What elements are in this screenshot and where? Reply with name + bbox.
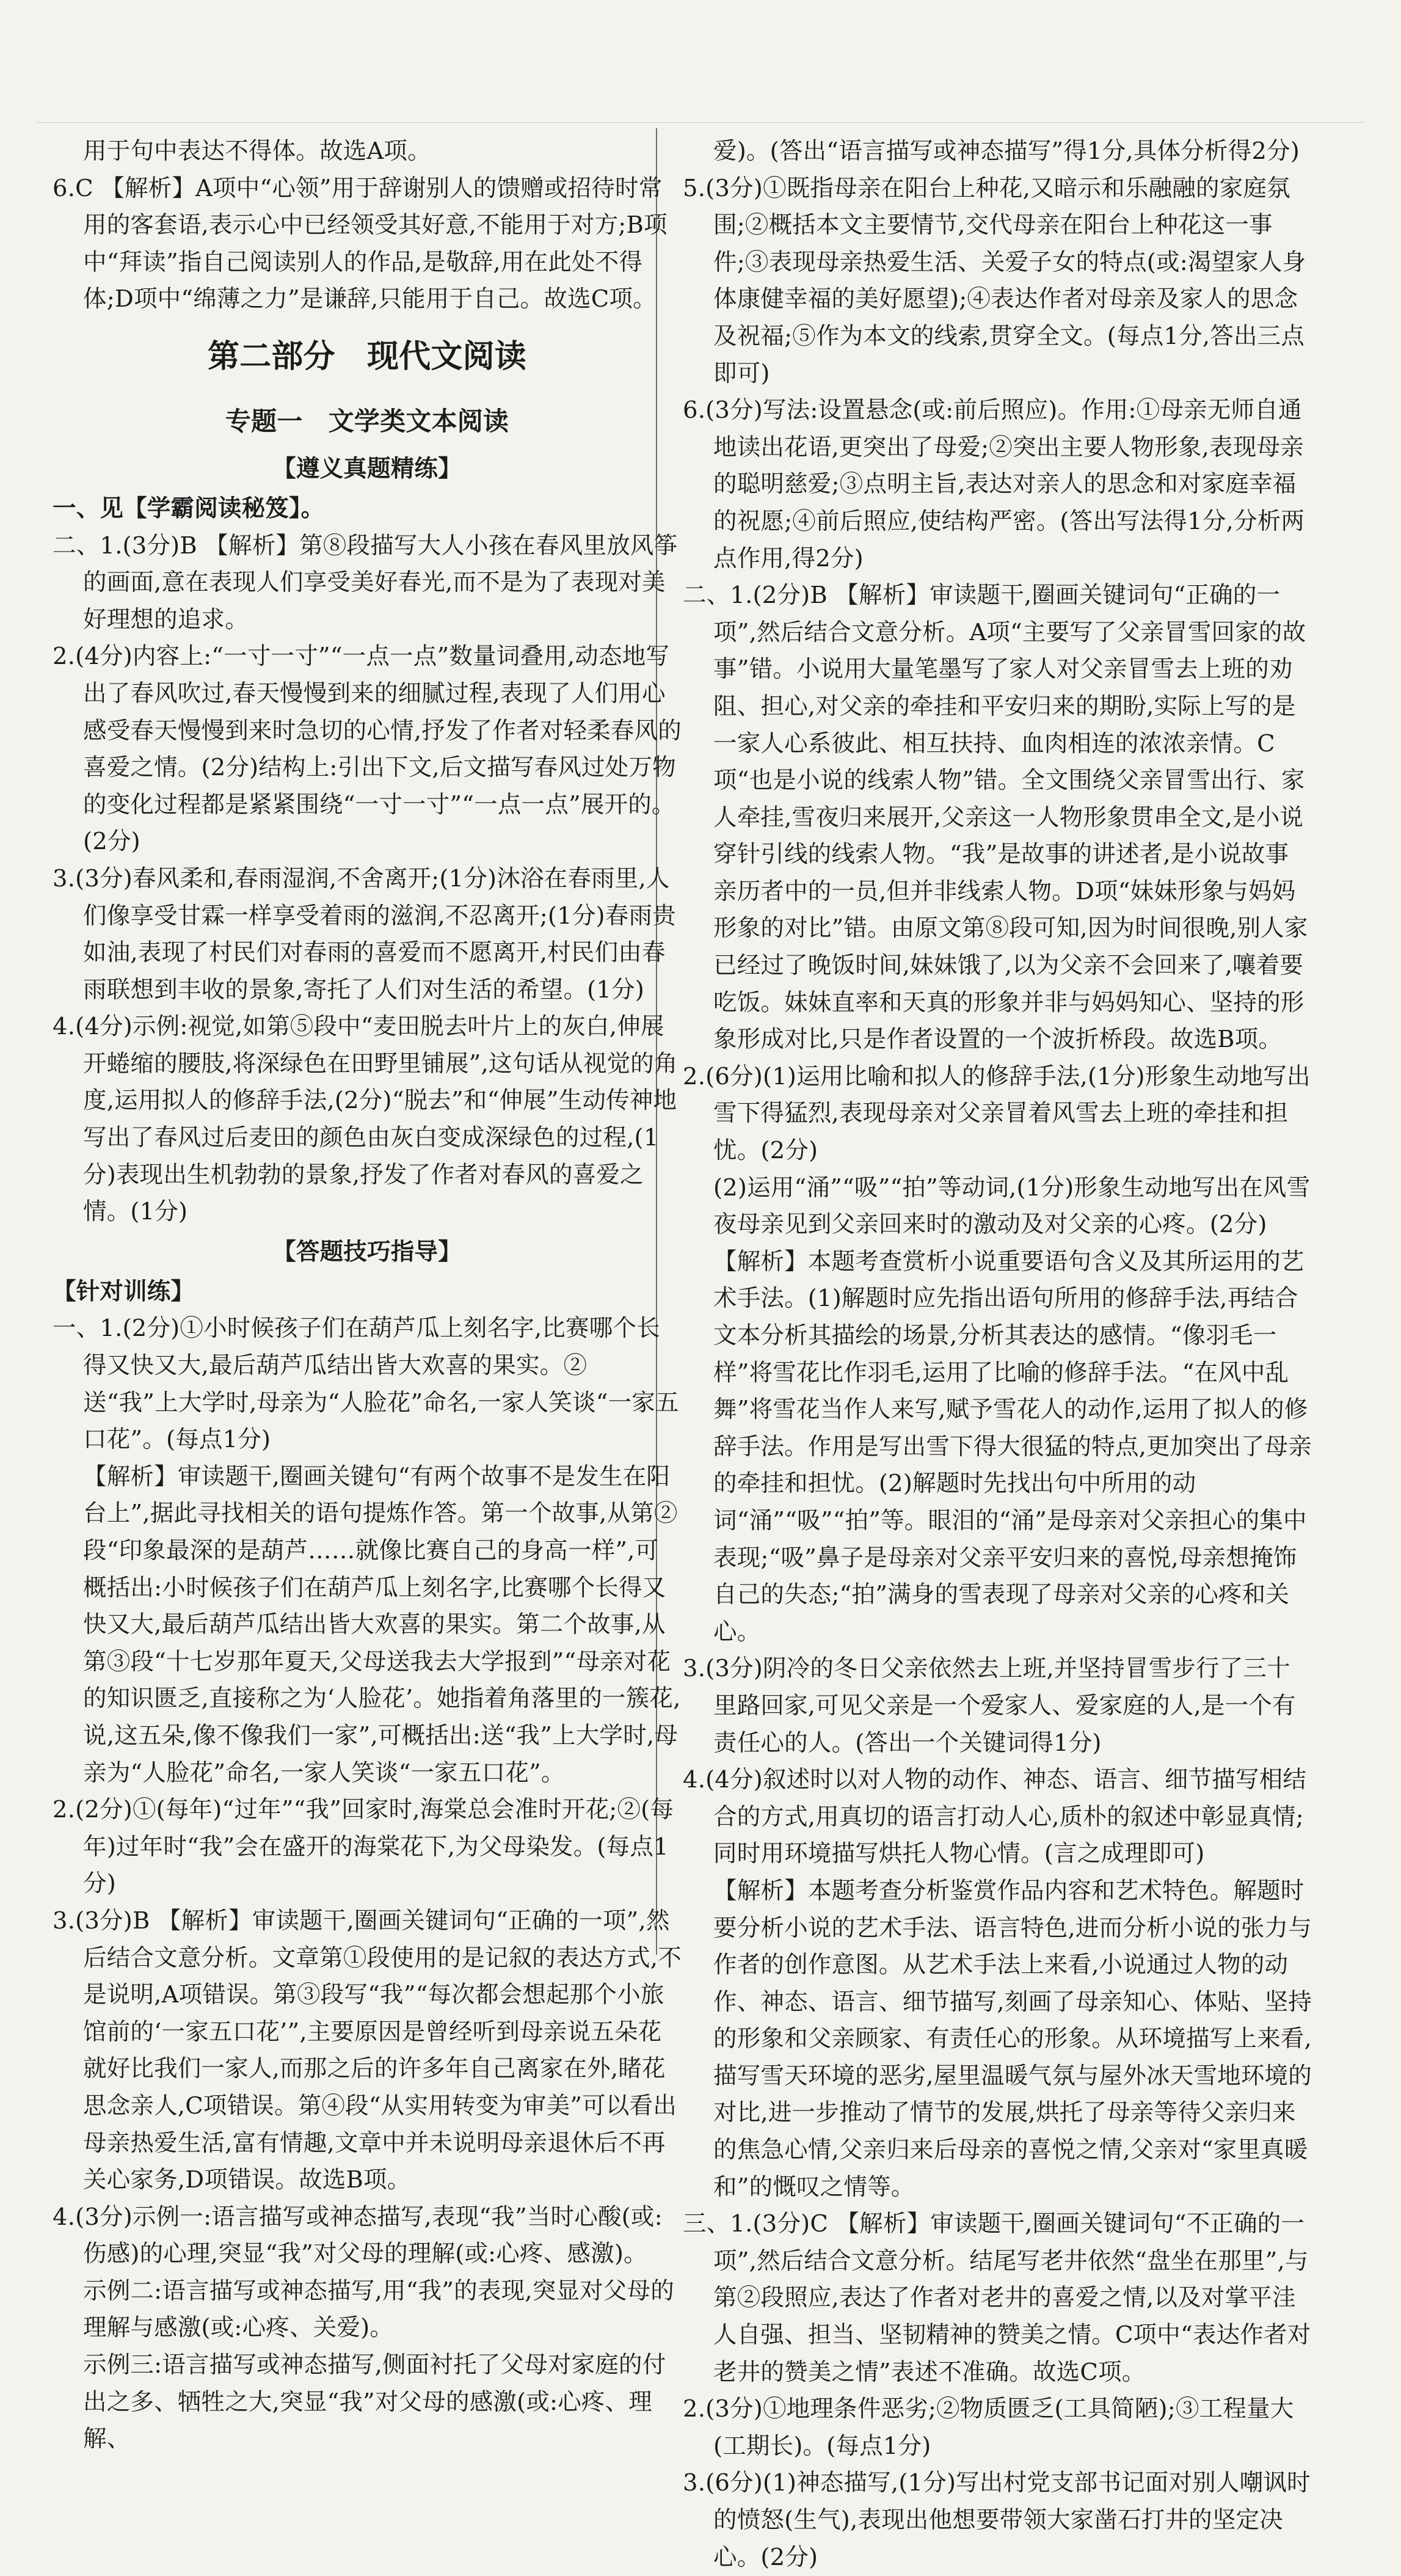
san-2-answer: 2.(3分)①地理条件恶劣;②物质匮乏(工具简陋);③工程量大(工期长)。(每点1分) xyxy=(683,2395,1294,2460)
right-column xyxy=(683,133,1312,2576)
topic-title: 专题一 文学类文本阅读 xyxy=(225,406,509,436)
answer-er-2: 2.(4分)内容上:“一寸一寸”“一点一点”数量词叠用,动态地写出了春风吹过,春天慢慢到来的细腻过程,表现了人们用心感受春天慢慢到来时急切的心情,抒发了作者对轻柔春风的喜爱之情。(2分)结构上:引出下文,后文描写春风过处万物的变化过程都是紧紧围绕“一寸一寸”“一点一点”展开的。(2分) xyxy=(53,643,682,856)
er-2-analysis: 【解析】本题考查赏析小说重要语句含义及其所运用的艺术手法。(1)解题时应先指出语句所用的修辞手法,再结合文本分析其描绘的场景,分析其表达的感情。“像羽毛一样”将雪花比作羽毛,运用了比喻的修辞手法。“在风中乱舞”将雪花当作人来写,赋予雪花人的动作,运用了拟人的修辞手法。作用是写出雪下得大很猛的特点,更加突出了母亲的牵挂和担忧。(2)解题时先找出句中所用的动词“涌”“吸”“拍”等。眼泪的“涌”是母亲对父亲担心的集中表现;“吸”鼻子是母亲对父亲平安归来的喜悦,母亲想掩饰自己的失态;“拍”满身的雪表现了母亲对父亲的心疼和关心。 xyxy=(713,1247,1312,1646)
answer-er-3: 3.(3分)春风柔和,春雨湿润,不舍离开;(1分)沐浴在春雨里,人们像享受甘霖一样享受着雨的滋润,不忍离开;(1分)春雨贵如油,表现了村民们对春雨的喜爱而不愿离开,村民们由春雨联想到丰收的景象,寄托了人们对生活的希望。(1分) xyxy=(53,864,676,1004)
top-rule xyxy=(37,122,1365,123)
er-2-answer-2: (2)运用“涌”“吸”“拍”等动词,(1分)形象生动地写出在风雪夜母亲见到父亲回来时的激动及对父亲的心疼。(2分) xyxy=(713,1173,1311,1239)
section-title-zunyi: 【遵义真题精练】 xyxy=(272,454,462,483)
er-3-answer: 3.(3分)阴冷的冬日父亲依然去上班,并坚持冒雪步行了三十里路回家,可见父亲是一个爱家人、爱家庭的人,是一个有责任心的人。(答出一个关键词得1分) xyxy=(683,1655,1296,1757)
left-column xyxy=(53,133,682,2458)
training-4-example-3: 示例三:语言描写或神态描写,侧面衬托了父母对家庭的付出之多、牺牲之大,突显“我”对父母的感激(或:心疼、理解、 xyxy=(83,2351,666,2453)
answer-5-tail: 用于句中表达不得体。故选A项。 xyxy=(83,137,431,165)
training-4-example-2: 示例二:语言描写或神态描写,用“我”的表现,突显对父母的理解与感激(或:心疼、关爱)。 xyxy=(83,2277,674,2342)
er-4-answer: 4.(4分)叙述时以对人物的动作、神态、语言、细节描写相结合的方式,用真切的语言打动人心,质朴的叙述中彰显真情;同时用环境描写烘托人物心情。(言之成理即可) xyxy=(683,1766,1307,1868)
training-5-answer: 5.(3分)①既指母亲在阳台上种花,又暗示和乐融融的家庭氛围;②概括本文主要情节,交代母亲在阳台上种花这一事件;③表现母亲热爱生活、关爱子女的特点(或:渴望家人身体康健幸福的美好愿望);④表达作者对母亲及家人的思念及祝福;⑤作为本文的线索,贯穿全文。(每点1分,答出三点即可) xyxy=(683,174,1306,387)
training-6-answer: 6.(3分)写法:设置悬念(或:前后照应)。作用:①母亲无师自通地读出花语,更突出了母爱;②突出主要人物形象,表现母亲的聪明慈爱;③点明主旨,表达对亲人的思念和对家庭幸福的祝愿;④前后照应,使结构严密。(答出写法得1分,分析两点作用,得2分) xyxy=(683,396,1305,572)
part-title: 第二部分 现代文阅读 xyxy=(207,338,526,375)
answer-yi: 一、见【学霸阅读秘笈】。 xyxy=(53,494,325,522)
answer-er-1: 二、1.(3分)B 【解析】第⑧段描写大人小孩在春风里放风筝的画面,意在表现人们享受美好春光,而不是为了表现对美好理想的追求。 xyxy=(53,531,678,633)
san-3-answer: 3.(6分)(1)神态描写,(1分)写出村党支部书记面对别人嘲讽时的愤怒(生气),表现出他想要带领大家凿石打井的坚定决心。(2分) xyxy=(683,2469,1311,2571)
san-1-answer: 三、1.(3分)C 【解析】审读题干,圈画关键词句“不正确的一项”,然后结合文意分析。结尾写老井依然“盘坐在那里”,与第②段照应,表达了作者对老井的喜爱之情,以及对掌平洼人自强、担当、坚韧精神的赞美之情。C项中“表达作者对老井的赞美之情”表述不准确。故选C项。 xyxy=(683,2210,1311,2386)
training-1-analysis: 【解析】审读题干,圈画关键句“有两个故事不是发生在阳台上”,据此寻找相关的语句提炼作答。第一个故事,从第②段“印象最深的是葫芦……就像比赛自己的身高一样”,可概括出:小时候孩子们在葫芦瓜上刻名字,比赛哪个长得又快又大,最后葫芦瓜结出皆大欢喜的果实。第二个故事,从第③段“十七岁那年夏天,父母送我去大学报到”“母亲对花的知识匮乏,直接称之为‘人脸花’。她指着角落里的一簇花,说,这五朵,像不像我们一家”,可概括出:送“我”上大学时,母亲为“人脸花”命名,一家人笑谈“一家五口花”。 xyxy=(83,1462,681,1787)
answer-er-4: 4.(4分)示例:视觉,如第⑤段中“麦田脱去叶片上的灰白,伸展开蜷缩的腰肢,将深绿色在田野里铺展”,这句话从视觉的角度,运用拟人的修辞手法,(2分)“脱去”和“伸展”生动传神地写出了春风过后麦田的颜色由灰白变成深绿色的过程,(1分)表现出生机勃勃的景象,抒发了作者对春风的喜爱之情。(1分) xyxy=(53,1013,678,1226)
section-title-skills: 【答题技巧指导】 xyxy=(272,1238,462,1266)
training-2-answer: 2.(2分)①(每年)“过年”“我”回家时,海棠总会准时开花;②(每年)过年时“我”会在盛开的海棠花下,为父母染发。(每点1分) xyxy=(53,1796,674,1898)
training-4-tail: 爱)。(答出“语言描写或神态描写”得1分,具体分析得2分) xyxy=(713,137,1300,165)
er-1-answer: 二、1.(2分)B 【解析】审读题干,圈画关键词句“正确的一项”,然后结合文意分析。A项“主要写了父亲冒雪回家的故事”错。小说用大量笔墨写了家人对父亲冒雪去上班的劝阻、担心,对父亲的牵挂和平安归来的期盼,实际上写的是一家人心系彼此、相互扶持、血肉相连的浓浓亲情。C项“也是小说的线索人物”错。全文围绕父亲冒雪出行、家人牵挂,雪夜归来展开,父亲这一人物形象贯串全文,是小说穿针引线的线索人物。“我”是故事的讲述者,是小说故事亲历者中的一员,但并非线索人物。D项“妹妹形象与妈妈形象的对比”错。由原文第⑧段可知,因为时间很晚,别人家已经过了晚饭时间,妹妹饿了,以为父亲不会回来了,嚷着要吃饭。妹妹直率和天真的形象并非与妈妈知心、坚持的形象形成对比,只是作者设置的一个波折桥段。故选B项。 xyxy=(683,582,1308,1054)
training-1-answer: 一、1.(2分)①小时候孩子们在葫芦瓜上刻名字,比赛哪个长得又快又大,最后葫芦瓜结出皆大欢喜的果实。②送“我”上大学时,母亲为“人脸花”命名,一家人笑谈“一家五口花”。(每点1分) xyxy=(53,1315,679,1454)
training-title: 【针对训练】 xyxy=(53,1277,195,1305)
answer-6: 6.C 【解析】A项中“心领”用于辞谢别人的馈赠或招待时常用的客套语,表示心中已经领受其好意,不能用于对方;B项中“拜读”指自己阅读别人的作品,是敬辞,用在此处不得体;D项中“绵薄之力”是谦辞,只能用于自己。故选C项。 xyxy=(53,174,668,313)
er-4-analysis: 【解析】本题考查分析鉴赏作品内容和艺术特色。解题时要分析小说的艺术手法、语言特色,进而分析小说的张力与作者的创作意图。从艺术手法上来看,小说通过人物的动作、神态、语言、细节描写,刻画了母亲知心、体贴、坚持的形象和父亲顾家、有责任心的形象。从环境描写上来看,描写雪天环境的恶劣,屋里温暖气氛与屋外冰天雪地环境的对比,进一步推动了情节的发展,烘托了母亲等待父亲归来的焦急心情,父亲归来后母亲的喜悦之情,父亲对“家里真暖和”的慨叹之情等。 xyxy=(713,1877,1312,2201)
training-4-example-1: 4.(3分)示例一:语言描写或神态描写,表现“我”当时心酸(或:伤感)的心理,突显“我”对父母的理解(或:心疼、感激)。 xyxy=(53,2203,663,2268)
er-2-answer-1: 2.(6分)(1)运用比喻和拟人的修辞手法,(1分)形象生动地写出雪下得猛烈,表现母亲对父亲冒着风雪去上班的牵挂和担忧。(2分) xyxy=(683,1062,1311,1165)
training-3-answer: 3.(3分)B 【解析】审读题干,圈画关键词句“正确的一项”,然后结合文意分析。文章第①段使用的是记叙的表达方式,不是说明,A项错误。第③段写“我”“每次都会想起那个小旅馆前的‘一家五口花’”,主要原因是曾经听到母亲说五朵花就好比我们一家人,而那之后的许多年自己离家在外,睹花思念亲人,C项错误。第④段“从实用转变为审美”可以看出母亲热爱生活,富有情趣,文章中并未说明母亲退休后不再关心家务,D项错误。故选B项。 xyxy=(53,1906,682,2194)
